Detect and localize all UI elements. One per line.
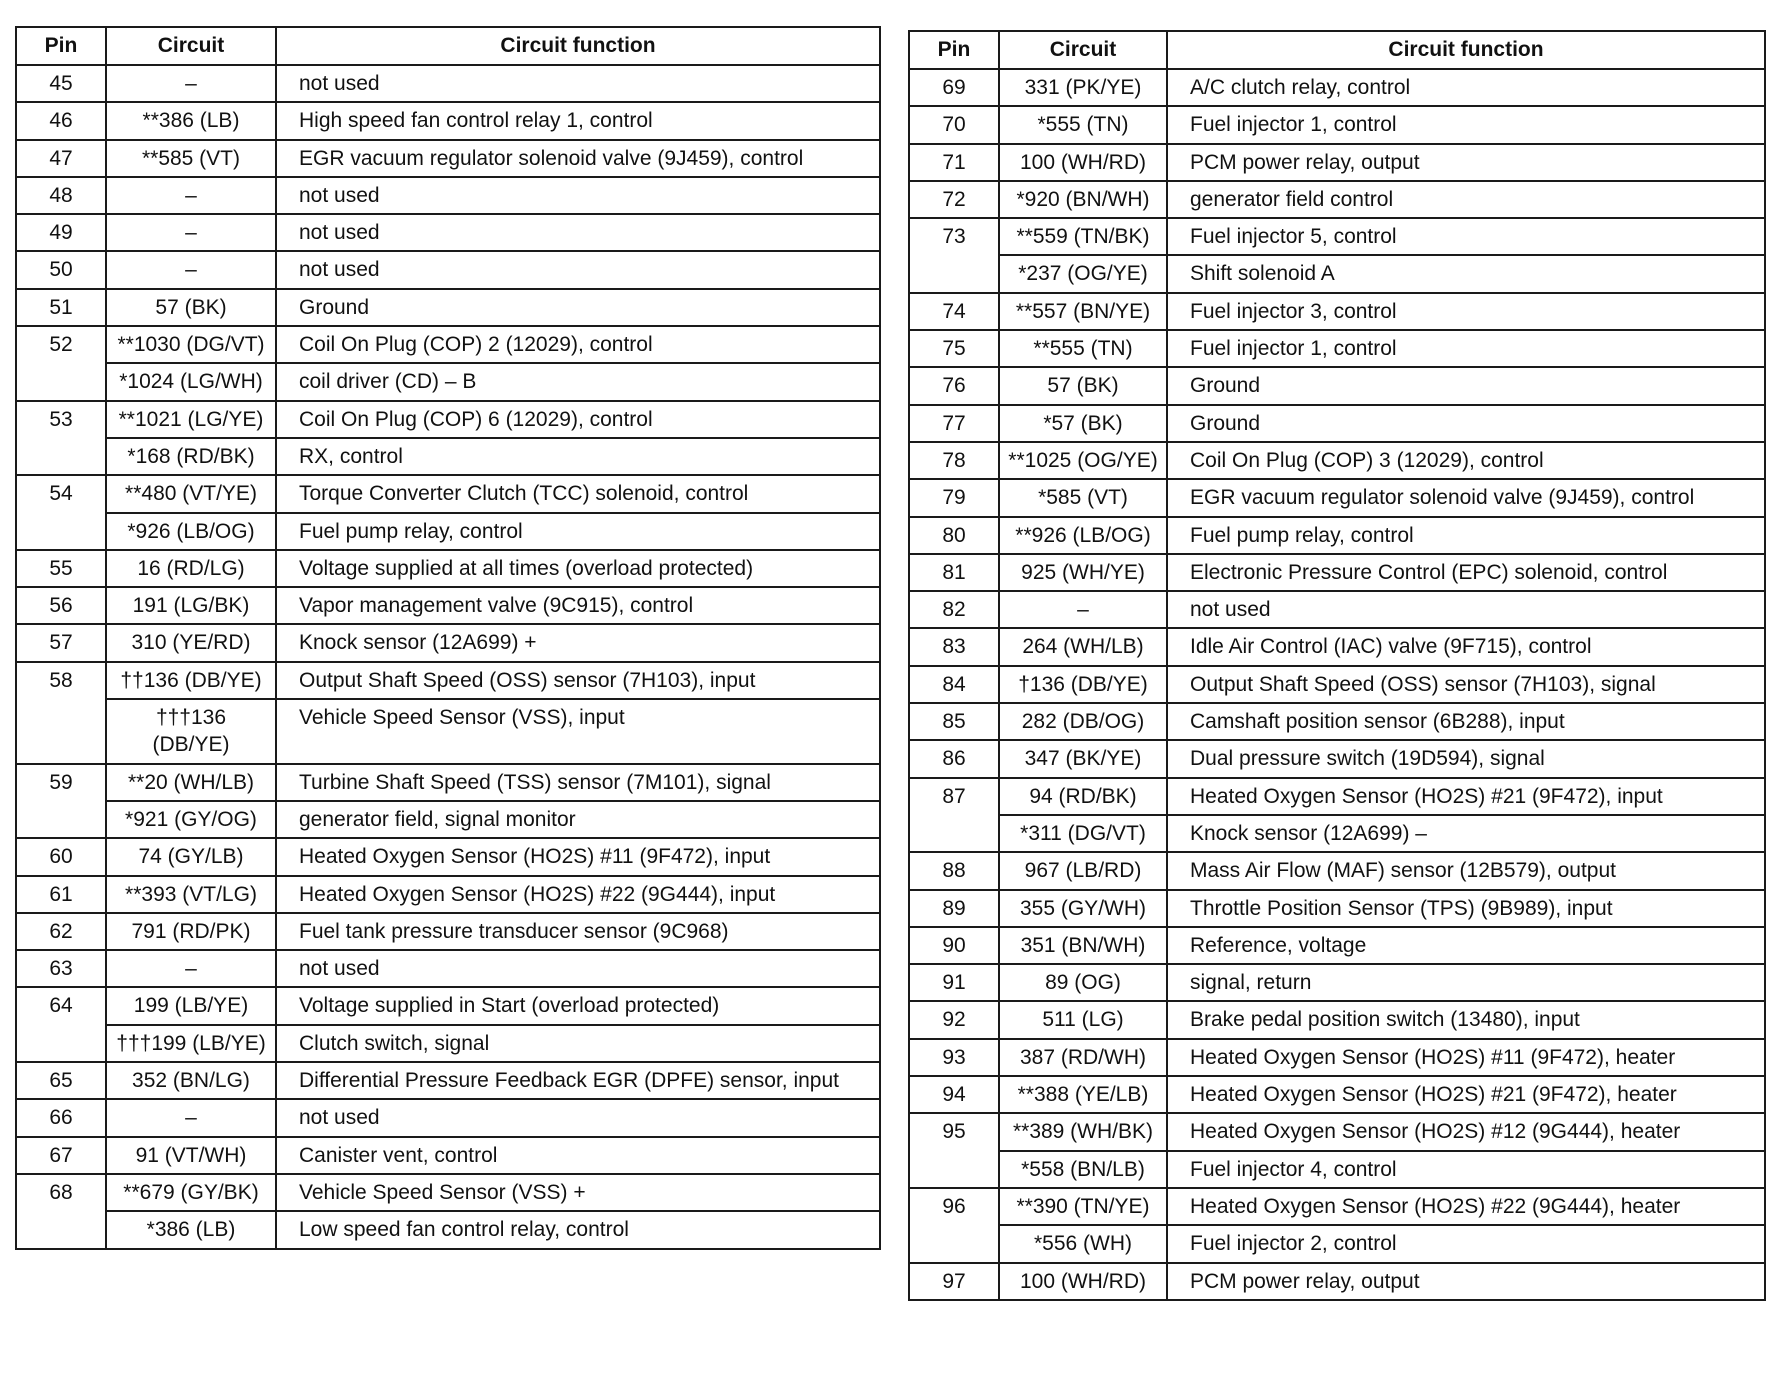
table-row [16, 699, 880, 764]
table-row [909, 1001, 1765, 1038]
circuit-function: Electronic Pressure Control (EPC) solenoid, control [1167, 554, 1765, 591]
circuit-function: Turbine Shaft Speed (TSS) sensor (7M101), signal [276, 764, 880, 801]
pinout-table-left [15, 26, 881, 1250]
circuit-code: – [106, 65, 276, 102]
circuit-function: Heated Oxygen Sensor (HO2S) #11 (9F472), heater [1167, 1039, 1765, 1076]
circuit-code: 282 (DB/OG) [999, 703, 1167, 740]
pin-number: 48 [16, 177, 106, 214]
circuit-code: **480 (VT/YE) [106, 475, 276, 512]
table-row [909, 330, 1765, 367]
circuit-code: 94 (RD/BK) [999, 778, 1167, 815]
table-row [909, 1263, 1765, 1300]
circuit-code: *926 (LB/OG) [106, 513, 276, 550]
circuit-function: Fuel injector 4, control [1167, 1151, 1765, 1188]
pin-number: 75 [909, 330, 999, 367]
circuit-function: not used [276, 65, 880, 102]
circuit-code: †136 (DB/YE) [999, 666, 1167, 703]
pin-number: 49 [16, 214, 106, 251]
table-row [16, 1062, 880, 1099]
pin-number: 67 [16, 1137, 106, 1174]
header-row [909, 31, 1765, 69]
pin-number: 90 [909, 927, 999, 964]
circuit-code: **926 (LB/OG) [999, 517, 1167, 554]
pin-number: 53 [16, 401, 106, 476]
pin-number: 47 [16, 140, 106, 177]
circuit-function: PCM power relay, output [1167, 1263, 1765, 1300]
pin-number: 54 [16, 475, 106, 550]
circuit-code: *556 (WH) [999, 1225, 1167, 1262]
circuit-code: – [106, 177, 276, 214]
circuit-header: Circuit [106, 27, 276, 65]
table-row [16, 65, 880, 102]
table-row [909, 1076, 1765, 1113]
pin-number: 45 [16, 65, 106, 102]
circuit-function: Mass Air Flow (MAF) sensor (12B579), output [1167, 852, 1765, 889]
circuit-function: PCM power relay, output [1167, 144, 1765, 181]
table-row [16, 624, 880, 661]
circuit-function: not used [1167, 591, 1765, 628]
circuit-function: Coil On Plug (COP) 3 (12029), control [1167, 442, 1765, 479]
circuit-function: Ground [276, 289, 880, 326]
circuit-code: *386 (LB) [106, 1211, 276, 1248]
circuit-code: **393 (VT/LG) [106, 876, 276, 913]
circuit-code: 310 (YE/RD) [106, 624, 276, 661]
circuit-function: not used [276, 177, 880, 214]
table-row [909, 591, 1765, 628]
circuit-function: Fuel injector 1, control [1167, 106, 1765, 143]
circuit-code: – [999, 591, 1167, 628]
circuit-header: Circuit [999, 31, 1167, 69]
pin-number: 61 [16, 876, 106, 913]
circuit-code: **389 (WH/BK) [999, 1113, 1167, 1150]
circuit-function: RX, control [276, 438, 880, 475]
circuit-code: **386 (LB) [106, 102, 276, 139]
circuit-function: Voltage supplied in Start (overload protected) [276, 987, 880, 1024]
circuit-code: ††136 (DB/YE) [106, 662, 276, 699]
table-row [16, 513, 880, 550]
pin-number: 59 [16, 764, 106, 839]
circuit-code: *237 (OG/YE) [999, 255, 1167, 292]
table-row [909, 554, 1765, 591]
circuit-function: Differential Pressure Feedback EGR (DPFE) sensor, input [276, 1062, 880, 1099]
pin-number: 94 [909, 1076, 999, 1113]
pin-number: 79 [909, 479, 999, 516]
table-row [16, 363, 880, 400]
circuit-function: not used [276, 1099, 880, 1136]
table-row [16, 801, 880, 838]
table-row [909, 69, 1765, 106]
table-row [16, 251, 880, 288]
circuit-code: 967 (LB/RD) [999, 852, 1167, 889]
pin-number: 93 [909, 1039, 999, 1076]
circuit-function: A/C clutch relay, control [1167, 69, 1765, 106]
table-row [16, 289, 880, 326]
circuit-code: **388 (YE/LB) [999, 1076, 1167, 1113]
circuit-code: 925 (WH/YE) [999, 554, 1167, 591]
pin-number: 82 [909, 591, 999, 628]
circuit-function: Voltage supplied at all times (overload protected) [276, 550, 880, 587]
table-row [909, 442, 1765, 479]
circuit-function: EGR vacuum regulator solenoid valve (9J459), control [276, 140, 880, 177]
pin-number: 97 [909, 1263, 999, 1300]
circuit-function: Heated Oxygen Sensor (HO2S) #21 (9F472), heater [1167, 1076, 1765, 1113]
pin-number: 56 [16, 587, 106, 624]
circuit-function: Dual pressure switch (19D594), signal [1167, 740, 1765, 777]
pin-number: 70 [909, 106, 999, 143]
circuit-function: Idle Air Control (IAC) valve (9F715), control [1167, 628, 1765, 665]
circuit-code: 351 (BN/WH) [999, 927, 1167, 964]
pin-number: 89 [909, 890, 999, 927]
table-row [16, 876, 880, 913]
table-row [16, 950, 880, 987]
table-row [909, 778, 1765, 815]
circuit-code: *57 (BK) [999, 405, 1167, 442]
circuit-code: **557 (BN/YE) [999, 293, 1167, 330]
circuit-code: *558 (BN/LB) [999, 1151, 1167, 1188]
table-row [16, 438, 880, 475]
circuit-function: Output Shaft Speed (OSS) sensor (7H103), input [276, 662, 880, 699]
circuit-code: 264 (WH/LB) [999, 628, 1167, 665]
circuit-function: Vehicle Speed Sensor (VSS), input [276, 699, 880, 764]
table-row [16, 140, 880, 177]
circuit-function: Brake pedal position switch (13480), input [1167, 1001, 1765, 1038]
circuit-code: *311 (DG/VT) [999, 815, 1167, 852]
pin-number: 62 [16, 913, 106, 950]
pin-number: 92 [909, 1001, 999, 1038]
circuit-function: Vehicle Speed Sensor (VSS) + [276, 1174, 880, 1211]
pin-number: 95 [909, 1113, 999, 1188]
header-row [16, 27, 880, 65]
pin-number: 50 [16, 251, 106, 288]
table-row [16, 1025, 880, 1062]
circuit-code: **1030 (DG/VT) [106, 326, 276, 363]
table-row [909, 106, 1765, 143]
table-row [909, 815, 1765, 852]
table-row [909, 628, 1765, 665]
table-row [16, 475, 880, 512]
table-row [16, 1099, 880, 1136]
pin-number: 87 [909, 778, 999, 853]
circuit-function: Output Shaft Speed (OSS) sensor (7H103), signal [1167, 666, 1765, 703]
pin-number: 73 [909, 218, 999, 293]
circuit-function: signal, return [1167, 964, 1765, 1001]
pinout-table-right [908, 30, 1766, 1301]
circuit-function: Ground [1167, 367, 1765, 404]
circuit-function: Heated Oxygen Sensor (HO2S) #21 (9F472), input [1167, 778, 1765, 815]
circuit-function: Heated Oxygen Sensor (HO2S) #11 (9F472), input [276, 838, 880, 875]
circuit-function: Throttle Position Sensor (TPS) (9B989), input [1167, 890, 1765, 927]
circuit-code: **1021 (LG/YE) [106, 401, 276, 438]
circuit-function: Vapor management valve (9C915), control [276, 587, 880, 624]
pin-number: 68 [16, 1174, 106, 1249]
table-row [16, 326, 880, 363]
circuit-function: Knock sensor (12A699) + [276, 624, 880, 661]
pin-number: 76 [909, 367, 999, 404]
circuit-code: †††136 (DB/YE) [106, 699, 276, 764]
circuit-function: Knock sensor (12A699) – [1167, 815, 1765, 852]
circuit-function: not used [276, 251, 880, 288]
table-row [16, 401, 880, 438]
table-row [909, 517, 1765, 554]
pin-number: 88 [909, 852, 999, 889]
circuit-function: Fuel injector 3, control [1167, 293, 1765, 330]
table-row [909, 703, 1765, 740]
circuit-code: 16 (RD/LG) [106, 550, 276, 587]
pin-number: 74 [909, 293, 999, 330]
pin-number: 46 [16, 102, 106, 139]
circuit-function: Low speed fan control relay, control [276, 1211, 880, 1248]
pin-number: 78 [909, 442, 999, 479]
table-row [16, 764, 880, 801]
pin-number: 85 [909, 703, 999, 740]
circuit-function: generator field control [1167, 181, 1765, 218]
pin-number: 66 [16, 1099, 106, 1136]
circuit-code: – [106, 214, 276, 251]
pin-number: 77 [909, 405, 999, 442]
circuit-function: EGR vacuum regulator solenoid valve (9J459), control [1167, 479, 1765, 516]
circuit-code: 191 (LG/BK) [106, 587, 276, 624]
pin-number: 80 [909, 517, 999, 554]
circuit-code: 89 (OG) [999, 964, 1167, 1001]
circuit-code: *585 (VT) [999, 479, 1167, 516]
circuit-function: Canister vent, control [276, 1137, 880, 1174]
table-row [16, 662, 880, 699]
pin-number: 81 [909, 554, 999, 591]
circuit-code: 91 (VT/WH) [106, 1137, 276, 1174]
circuit-code: – [106, 1099, 276, 1136]
table-row [909, 1113, 1765, 1150]
pin-number: 57 [16, 624, 106, 661]
circuit-function: Shift solenoid A [1167, 255, 1765, 292]
table-row [16, 587, 880, 624]
circuit-code: 100 (WH/RD) [999, 1263, 1167, 1300]
table-row [909, 852, 1765, 889]
circuit-code: 100 (WH/RD) [999, 144, 1167, 181]
table-row [16, 838, 880, 875]
table-row [909, 666, 1765, 703]
table-row [909, 367, 1765, 404]
circuit-code: 355 (GY/WH) [999, 890, 1167, 927]
table-row [909, 479, 1765, 516]
circuit-function: generator field, signal monitor [276, 801, 880, 838]
function-header: Circuit function [1167, 31, 1765, 69]
circuit-function: not used [276, 950, 880, 987]
table-row [909, 218, 1765, 255]
pin-number: 51 [16, 289, 106, 326]
function-header: Circuit function [276, 27, 880, 65]
circuit-function: Heated Oxygen Sensor (HO2S) #22 (9G444), input [276, 876, 880, 913]
pin-number: 65 [16, 1062, 106, 1099]
circuit-function: Camshaft position sensor (6B288), input [1167, 703, 1765, 740]
table-row [909, 181, 1765, 218]
circuit-code: **20 (WH/LB) [106, 764, 276, 801]
circuit-code: **585 (VT) [106, 140, 276, 177]
table-row [16, 1174, 880, 1211]
pin-header: Pin [16, 27, 106, 65]
table-row [909, 740, 1765, 777]
table-row [909, 1225, 1765, 1262]
circuit-function: High speed fan control relay 1, control [276, 102, 880, 139]
table-row [909, 405, 1765, 442]
circuit-function: Fuel pump relay, control [276, 513, 880, 550]
circuit-code: **555 (TN) [999, 330, 1167, 367]
circuit-code: 331 (PK/YE) [999, 69, 1167, 106]
table-row [16, 1211, 880, 1248]
pin-number: 72 [909, 181, 999, 218]
pin-number: 69 [909, 69, 999, 106]
pin-number: 52 [16, 326, 106, 401]
circuit-code: *920 (BN/WH) [999, 181, 1167, 218]
table-row [909, 890, 1765, 927]
circuit-code: 74 (GY/LB) [106, 838, 276, 875]
circuit-function: Clutch switch, signal [276, 1025, 880, 1062]
circuit-function: Heated Oxygen Sensor (HO2S) #12 (9G444), heater [1167, 1113, 1765, 1150]
circuit-code: – [106, 251, 276, 288]
table-row [909, 964, 1765, 1001]
circuit-code: **1025 (OG/YE) [999, 442, 1167, 479]
pin-number: 91 [909, 964, 999, 1001]
circuit-code: 352 (BN/LG) [106, 1062, 276, 1099]
pin-number: 58 [16, 662, 106, 764]
circuit-code: **390 (TN/YE) [999, 1188, 1167, 1225]
circuit-function: Fuel injector 2, control [1167, 1225, 1765, 1262]
pin-number: 63 [16, 950, 106, 987]
table-row [909, 144, 1765, 181]
pin-header: Pin [909, 31, 999, 69]
circuit-code: 347 (BK/YE) [999, 740, 1167, 777]
table-row [16, 913, 880, 950]
circuit-function: Ground [1167, 405, 1765, 442]
circuit-function: Fuel tank pressure transducer sensor (9C968) [276, 913, 880, 950]
pin-number: 55 [16, 550, 106, 587]
circuit-function: Coil On Plug (COP) 2 (12029), control [276, 326, 880, 363]
table-row [16, 987, 880, 1024]
table-row [909, 255, 1765, 292]
circuit-code: **559 (TN/BK) [999, 218, 1167, 255]
table-row [16, 214, 880, 251]
pin-number: 86 [909, 740, 999, 777]
pin-number: 84 [909, 666, 999, 703]
circuit-code: 387 (RD/WH) [999, 1039, 1167, 1076]
table-row [909, 1188, 1765, 1225]
circuit-function: Torque Converter Clutch (TCC) solenoid, control [276, 475, 880, 512]
circuit-function: Heated Oxygen Sensor (HO2S) #22 (9G444), heater [1167, 1188, 1765, 1225]
table-row [909, 927, 1765, 964]
circuit-code: **679 (GY/BK) [106, 1174, 276, 1211]
circuit-function: Fuel injector 1, control [1167, 330, 1765, 367]
pin-number: 60 [16, 838, 106, 875]
pin-number: 83 [909, 628, 999, 665]
circuit-code: †††199 (LB/YE) [106, 1025, 276, 1062]
table-row [909, 1151, 1765, 1188]
circuit-function: not used [276, 214, 880, 251]
pin-number: 96 [909, 1188, 999, 1263]
circuit-code: 791 (RD/PK) [106, 913, 276, 950]
pin-number: 71 [909, 144, 999, 181]
table-row [16, 177, 880, 214]
circuit-code: 57 (BK) [106, 289, 276, 326]
table-row [909, 1039, 1765, 1076]
circuit-code: *1024 (LG/WH) [106, 363, 276, 400]
table-row [16, 102, 880, 139]
table-row [909, 293, 1765, 330]
circuit-function: Reference, voltage [1167, 927, 1765, 964]
circuit-function: Fuel pump relay, control [1167, 517, 1765, 554]
table-row [16, 1137, 880, 1174]
circuit-function: Fuel injector 5, control [1167, 218, 1765, 255]
circuit-code: *921 (GY/OG) [106, 801, 276, 838]
circuit-code: 511 (LG) [999, 1001, 1167, 1038]
circuit-code: 199 (LB/YE) [106, 987, 276, 1024]
pin-number: 64 [16, 987, 106, 1062]
circuit-function: Coil On Plug (COP) 6 (12029), control [276, 401, 880, 438]
circuit-function: coil driver (CD) – B [276, 363, 880, 400]
circuit-code: 57 (BK) [999, 367, 1167, 404]
table-row [16, 550, 880, 587]
circuit-code: *168 (RD/BK) [106, 438, 276, 475]
circuit-code: – [106, 950, 276, 987]
circuit-code: *555 (TN) [999, 106, 1167, 143]
